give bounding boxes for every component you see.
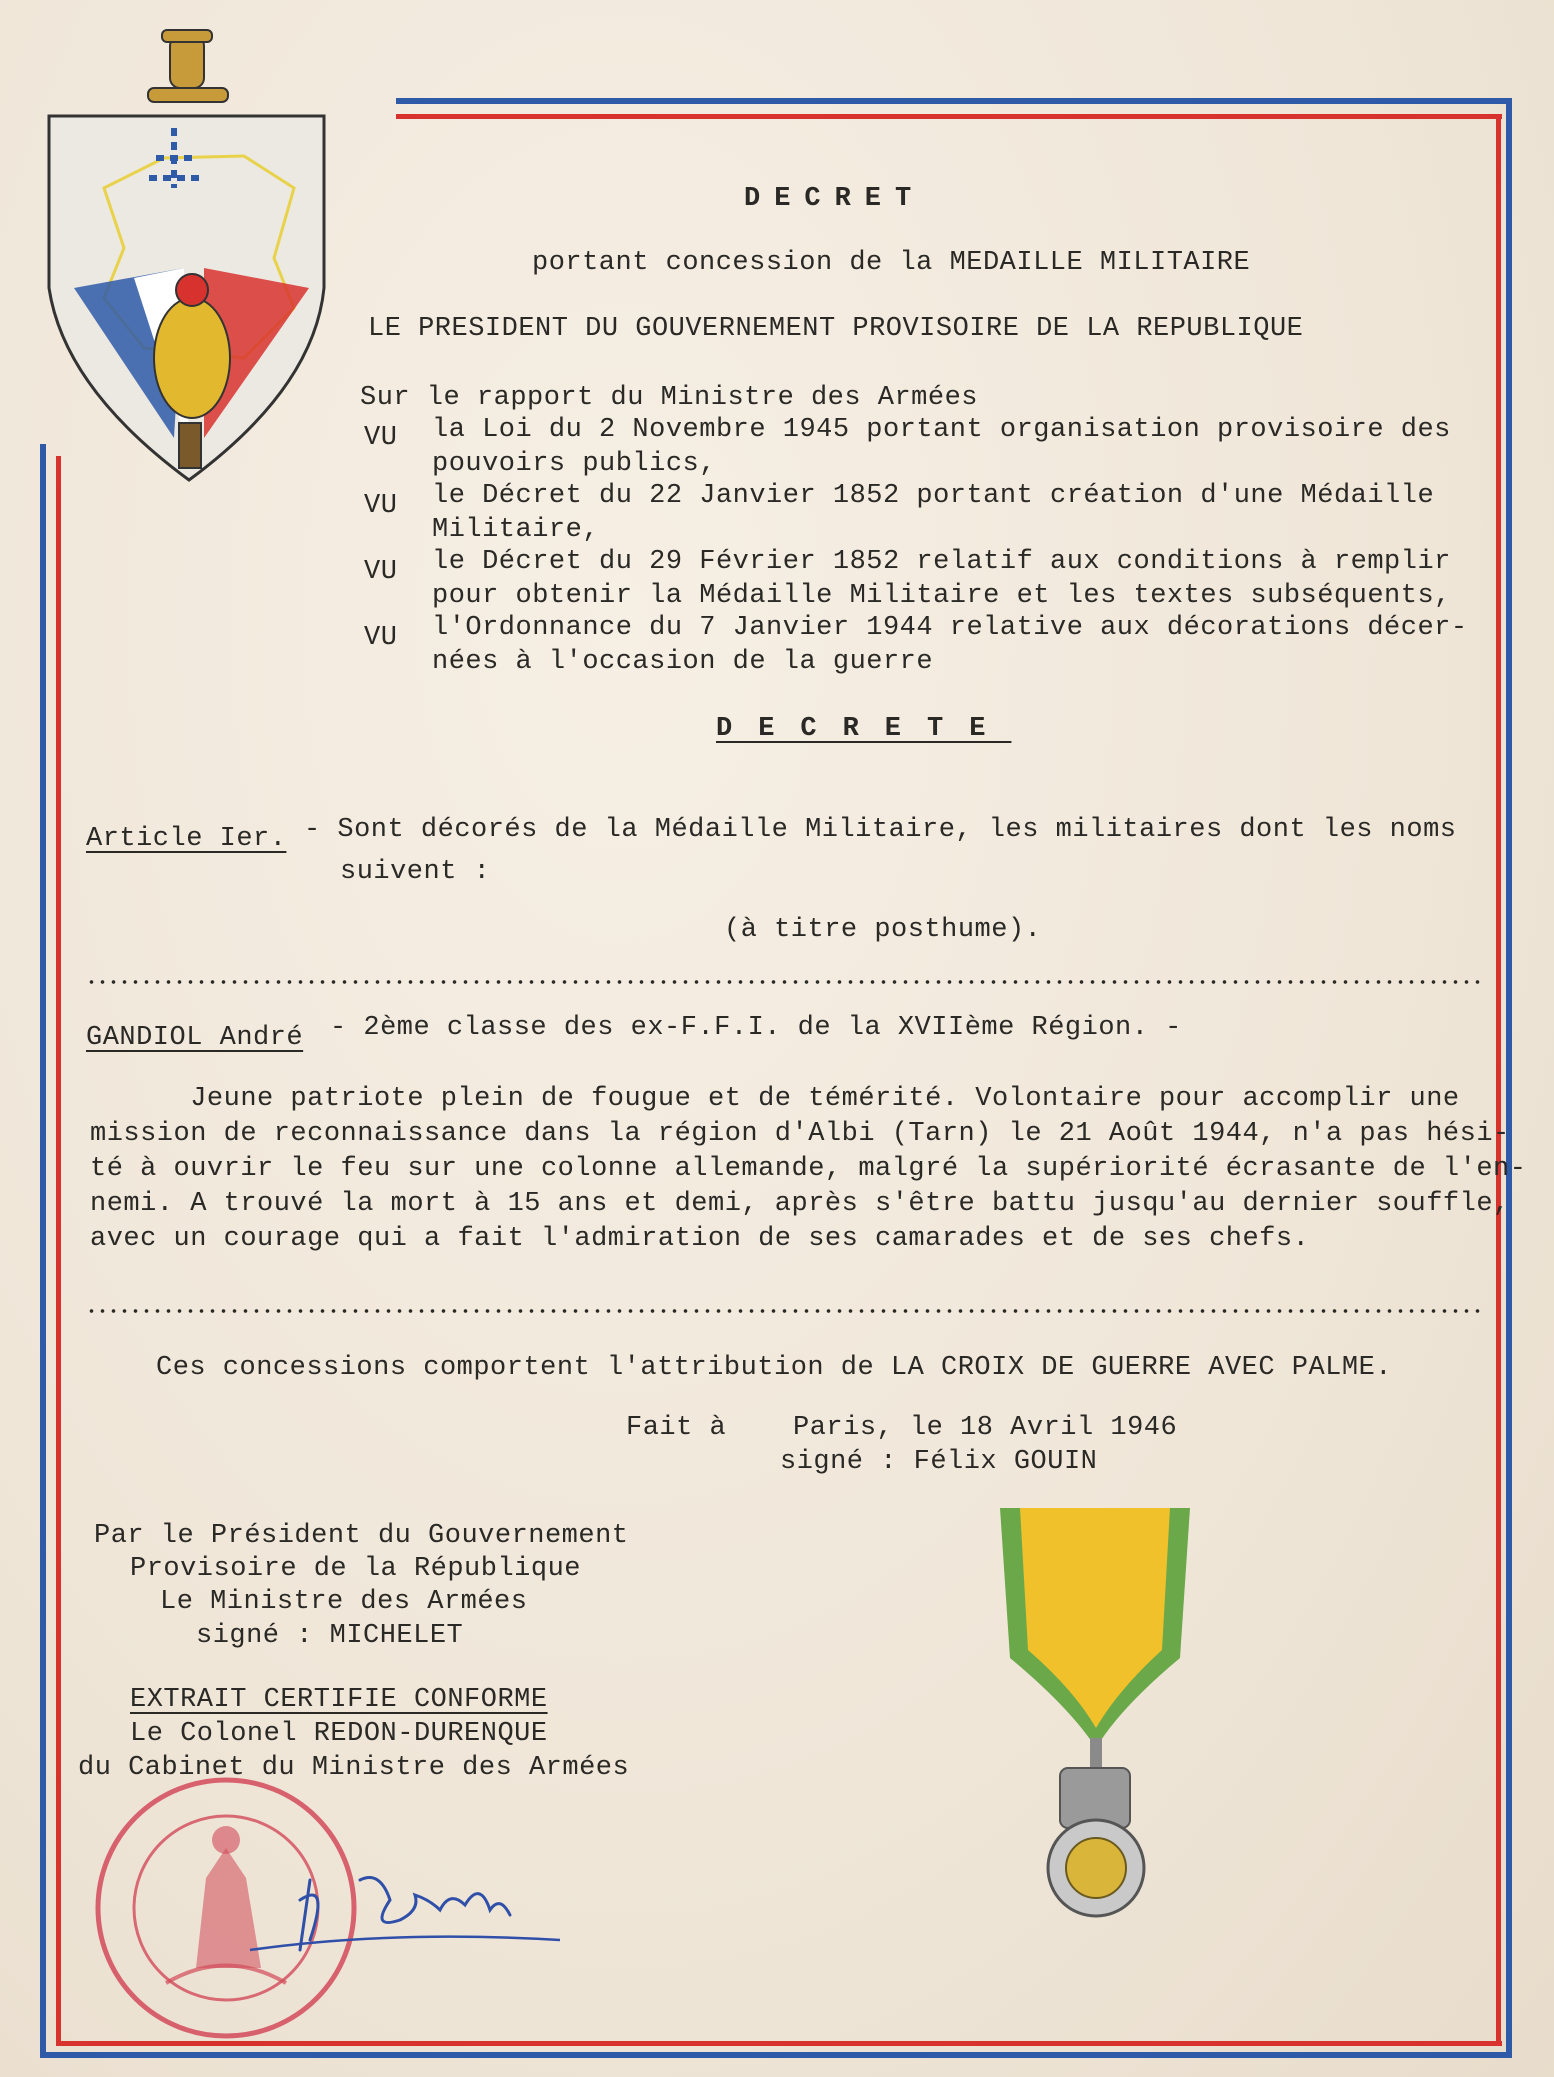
border-top-blue [396, 98, 1512, 104]
vu-3-line-2: pour obtenir la Médaille Militaire et les textes subséquents, [432, 581, 1451, 611]
citation-line-3: té à ouvrir le feu sur une colonne allemande, malgré la supériorité écrasante de l'en- [90, 1154, 1527, 1184]
posthume-note: (à titre posthume). [724, 915, 1042, 945]
colonel-line: Le Colonel REDON-DURENQUE [130, 1719, 548, 1749]
vu-4-line-2: nées à l'occasion de la guerre [432, 647, 934, 677]
decree-subtitle: portant concession de la MEDAILLE MILITAIRE [532, 248, 1251, 278]
citation-line-1: Jeune patriote plein de fougue et de témérité. Volontaire pour accomplir une [90, 1084, 1460, 1114]
border-left-blue [40, 444, 46, 2058]
soldier-rank: - 2ème classe des ex-F.F.I. de la XVIIème Région. - [330, 1013, 1182, 1043]
cabinet-line: du Cabinet du Ministre des Armées [78, 1753, 630, 1783]
left-block-line-1: Par le Président du Gouvernement [94, 1521, 629, 1551]
fait-line: Fait à Paris, le 18 Avril 1946 [626, 1413, 1178, 1443]
dotted-separator [86, 1308, 1486, 1314]
dotted-separator [86, 979, 1486, 985]
medaille-militaire-image [1000, 1508, 1190, 1948]
vu-2-line-1: le Décret du 22 Janvier 1852 portant création d'une Médaille [432, 481, 1435, 511]
soldier-name: GANDIOL André [86, 1023, 304, 1053]
border-right-blue [1506, 98, 1512, 2058]
border-left-red [56, 456, 61, 2046]
vu-label: VU [364, 557, 398, 587]
left-block-line-3: Le Ministre des Armées [160, 1587, 528, 1617]
concessions-line: Ces concessions comportent l'attribution de LA CROIX DE GUERRE AVEC PALME. [156, 1353, 1392, 1383]
handwritten-signature [240, 1840, 570, 1970]
article-text-1: - Sont décorés de la Médaille Militaire, les militaires dont les noms [304, 815, 1457, 845]
signe-line: signé : Félix GOUIN [780, 1447, 1098, 1477]
left-block-line-4: signé : MICHELET [196, 1621, 464, 1651]
decrete-heading: DECRETE [716, 714, 1012, 744]
vu-2-line-2: Militaire, [432, 515, 600, 545]
vu-1-line-2: pouvoirs publics, [432, 449, 716, 479]
vu-3-line-1: le Décret du 29 Février 1852 relatif aux conditions à remplir [432, 547, 1451, 577]
vu-1-line-1: la Loi du 2 Novembre 1945 portant organisation provisoire des [432, 415, 1451, 445]
free-france-emblem [44, 28, 334, 490]
citation-line-2: mission de reconnaissance dans la région d'Albi (Tarn) le 21 Août 1944, n'a pas hési- [90, 1119, 1510, 1149]
vu-4-line-1: l'Ordonnance du 7 Janvier 1944 relative aux décorations décer- [432, 613, 1468, 643]
article-text-2: suivent : [340, 857, 491, 887]
vu-label: VU [364, 623, 398, 653]
vu-label: VU [364, 491, 398, 521]
left-block-line-2: Provisoire de la République [130, 1554, 581, 1584]
citation-line-5: avec un courage qui a fait l'admiration de ses camarades et de ses chefs. [90, 1224, 1310, 1254]
border-bottom-blue [40, 2052, 1512, 2058]
border-top-red [396, 114, 1502, 119]
citation-line-4: nemi. A trouvé la mort à 15 ans et demi, après s'être battu jusqu'au dernier souffle, [90, 1189, 1510, 1219]
vu-label: VU [364, 423, 398, 453]
border-right-red [1496, 114, 1501, 2046]
president-heading: LE PRESIDENT DU GOUVERNEMENT PROVISOIRE DE LA REPUBLIQUE [368, 314, 1304, 344]
extrait-heading: EXTRAIT CERTIFIE CONFORME [130, 1685, 548, 1715]
decree-title: DECRET [744, 184, 926, 214]
rapport-line: Sur le rapport du Ministre des Armées [360, 383, 978, 413]
article-label: Article Ier. [86, 824, 287, 854]
